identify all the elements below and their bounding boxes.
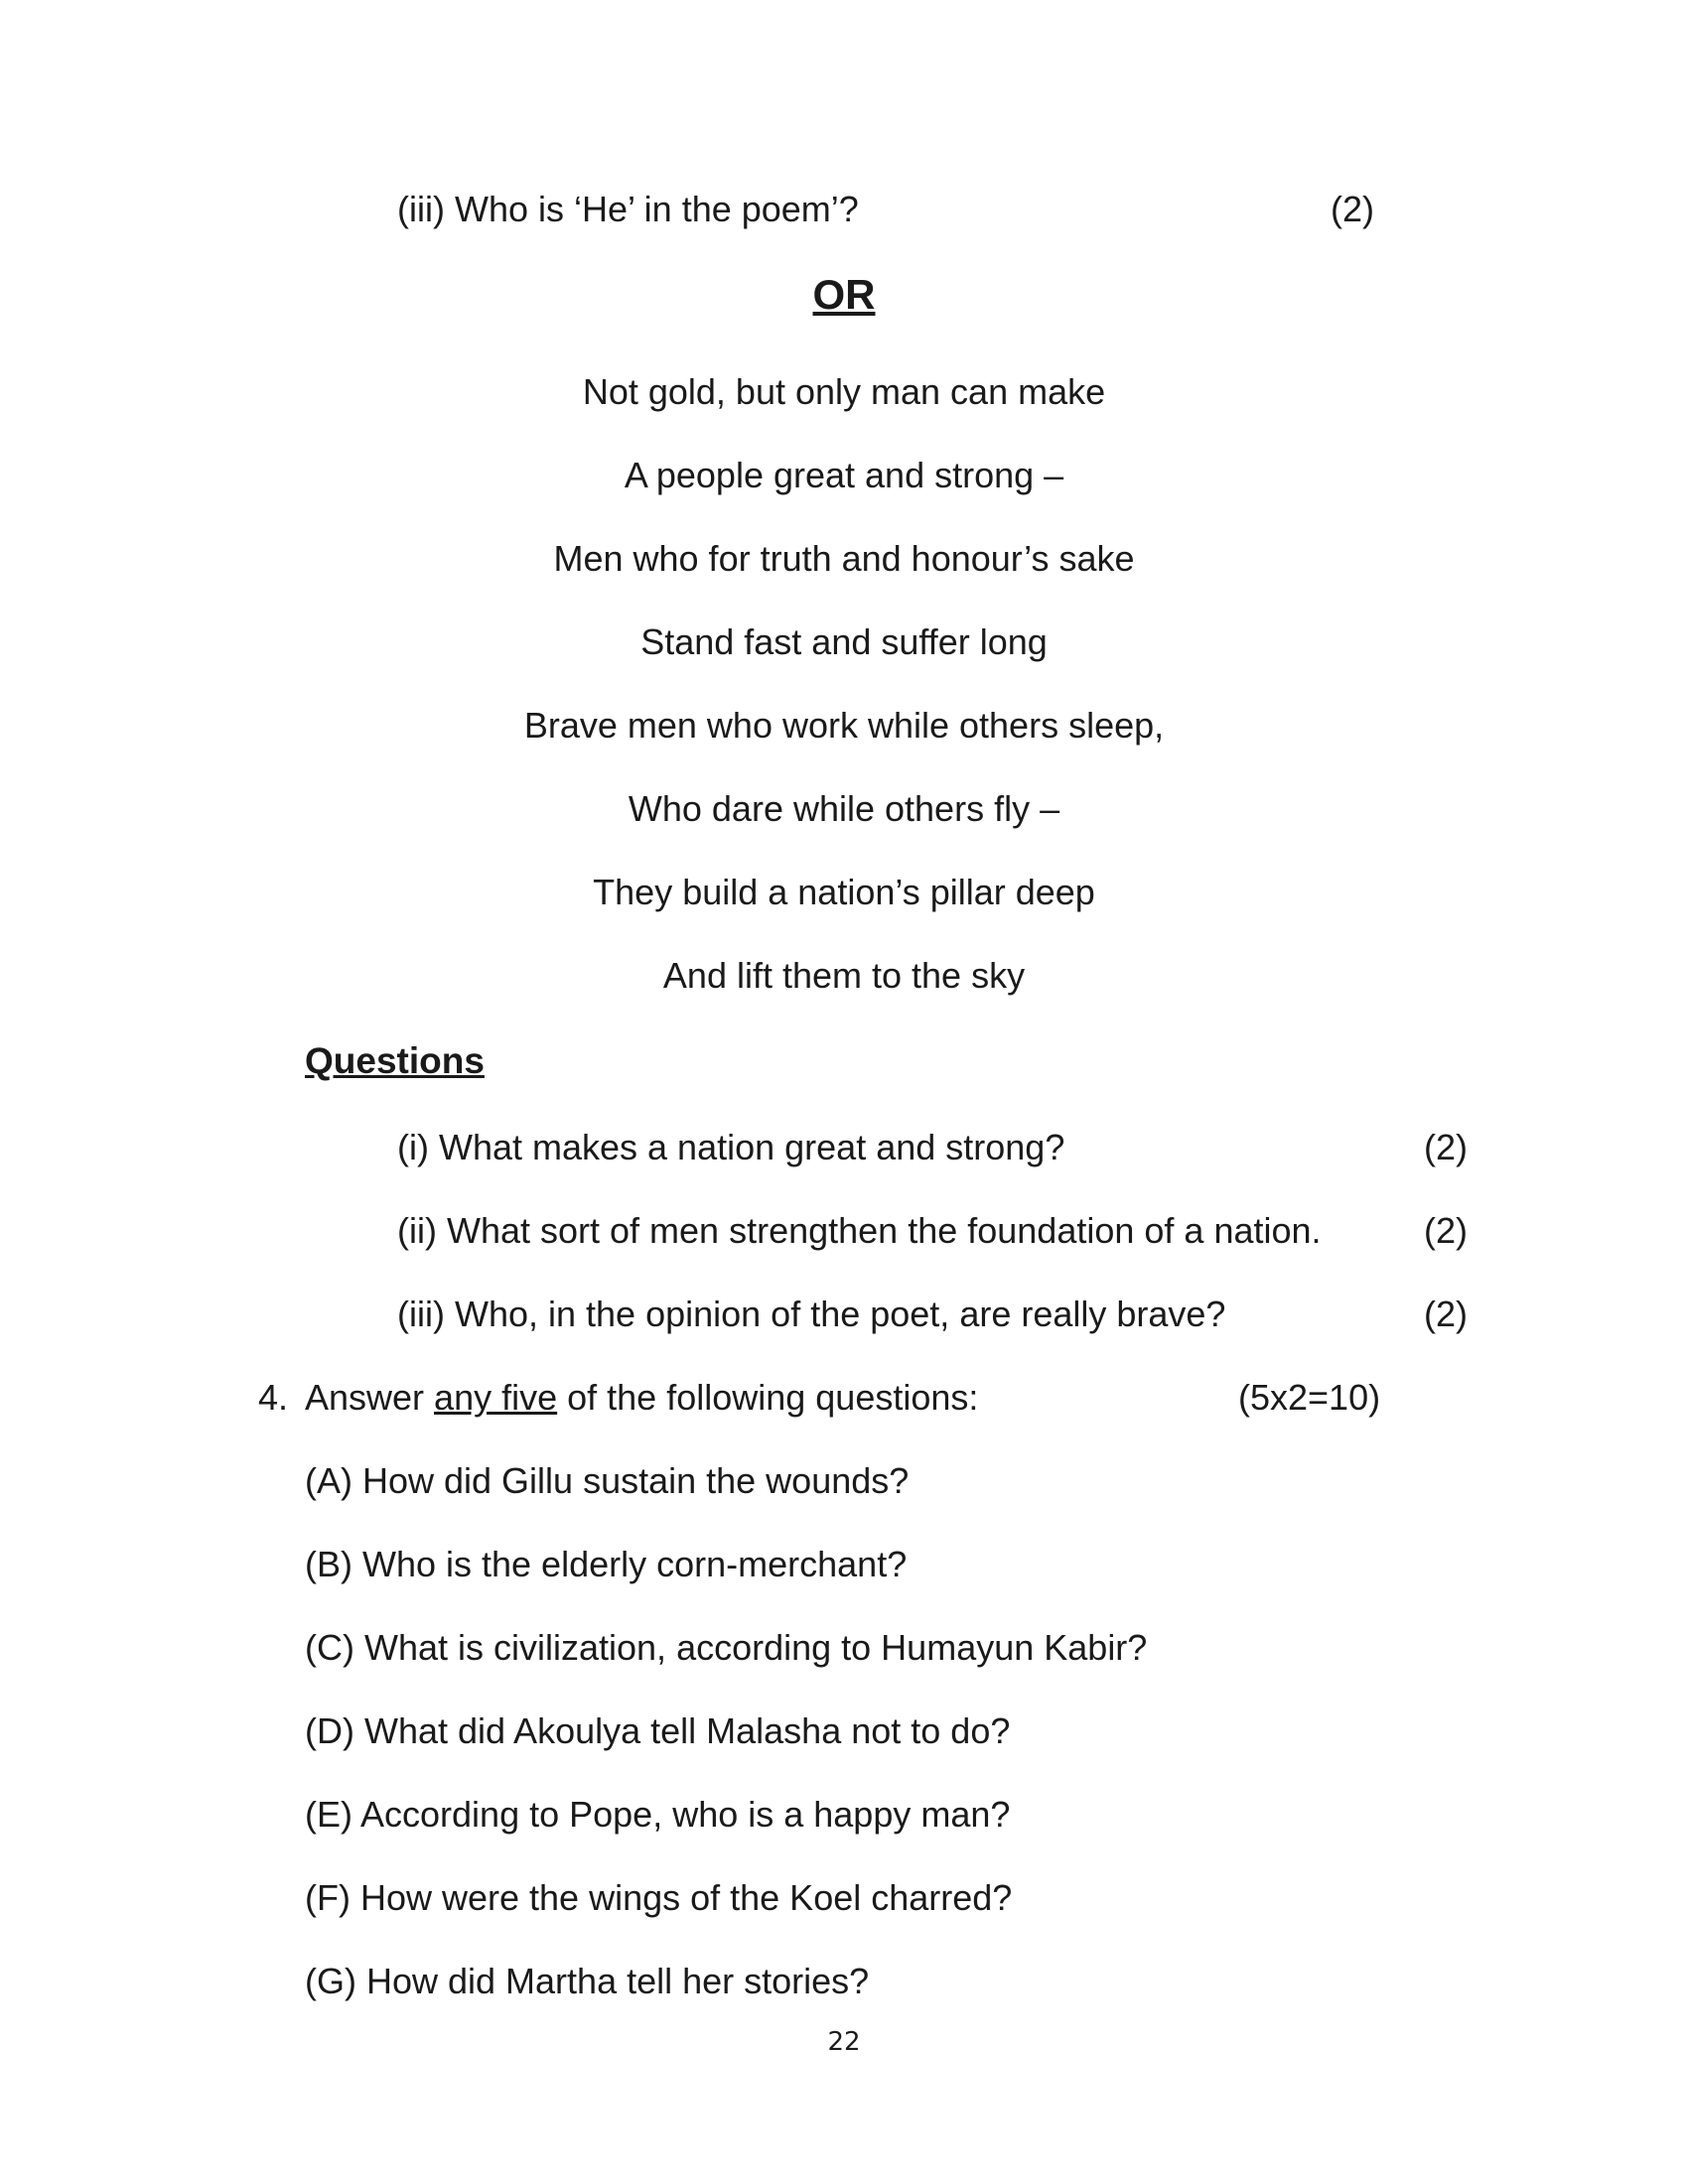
q4-item: (D) What did Akoulya tell Malasha not to do? [305, 1710, 1011, 1751]
question-text: (i) What makes a nation great and strong? [397, 1127, 1065, 1167]
q4-suffix: of the following questions: [557, 1377, 979, 1418]
prev-question-text: (iii) Who is ‘He’ in the poem’? [397, 189, 859, 229]
question-marks: (2) [1424, 1294, 1468, 1334]
q4-emphasis: any five [434, 1377, 558, 1418]
page-number: 22 [827, 2027, 861, 2057]
q4-number: 4. [258, 1377, 289, 1418]
q4-item: (A) How did Gillu sustain the wounds? [305, 1460, 910, 1501]
question-text: (ii) What sort of men strengthen the foundation of a nation. [397, 1210, 1322, 1251]
q4-item: (C) What is civilization, according to Humayun Kabir? [305, 1627, 1148, 1668]
q4-marks: (5x2=10) [1238, 1377, 1381, 1418]
q4-item: (F) How were the wings of the Koel charred? [305, 1877, 1013, 1918]
poem-line: And lift them to the sky [662, 955, 1026, 996]
poem-line: Not gold, but only man can make [582, 371, 1106, 412]
poem-line: Brave men who work while others sleep, [523, 705, 1165, 746]
prev-question-marks: (2) [1331, 189, 1374, 229]
q4-item: (B) Who is the elderly corn-merchant? [305, 1544, 908, 1584]
poem-line: Men who for truth and honour’s sake [553, 538, 1135, 579]
q4-item: (E) According to Pope, who is a happy man? [305, 1794, 1011, 1835]
q4-instruction [305, 1377, 979, 1418]
poem-line: Stand fast and suffer long [640, 621, 1048, 662]
questions-heading: Questions [305, 1040, 485, 1081]
question-marks: (2) [1424, 1210, 1468, 1251]
question-text: (iii) Who, in the opinion of the poet, are really brave? [397, 1294, 1226, 1334]
q4-prefix: Answer [305, 1377, 435, 1418]
or-heading: OR [812, 271, 876, 318]
question-marks: (2) [1424, 1127, 1468, 1167]
poem-line: They build a nation’s pillar deep [593, 872, 1095, 912]
poem-line: Who dare while others fly – [628, 788, 1060, 829]
q4-item: (G) How did Martha tell her stories? [305, 1961, 870, 2001]
poem-line: A people great and strong – [624, 455, 1064, 495]
